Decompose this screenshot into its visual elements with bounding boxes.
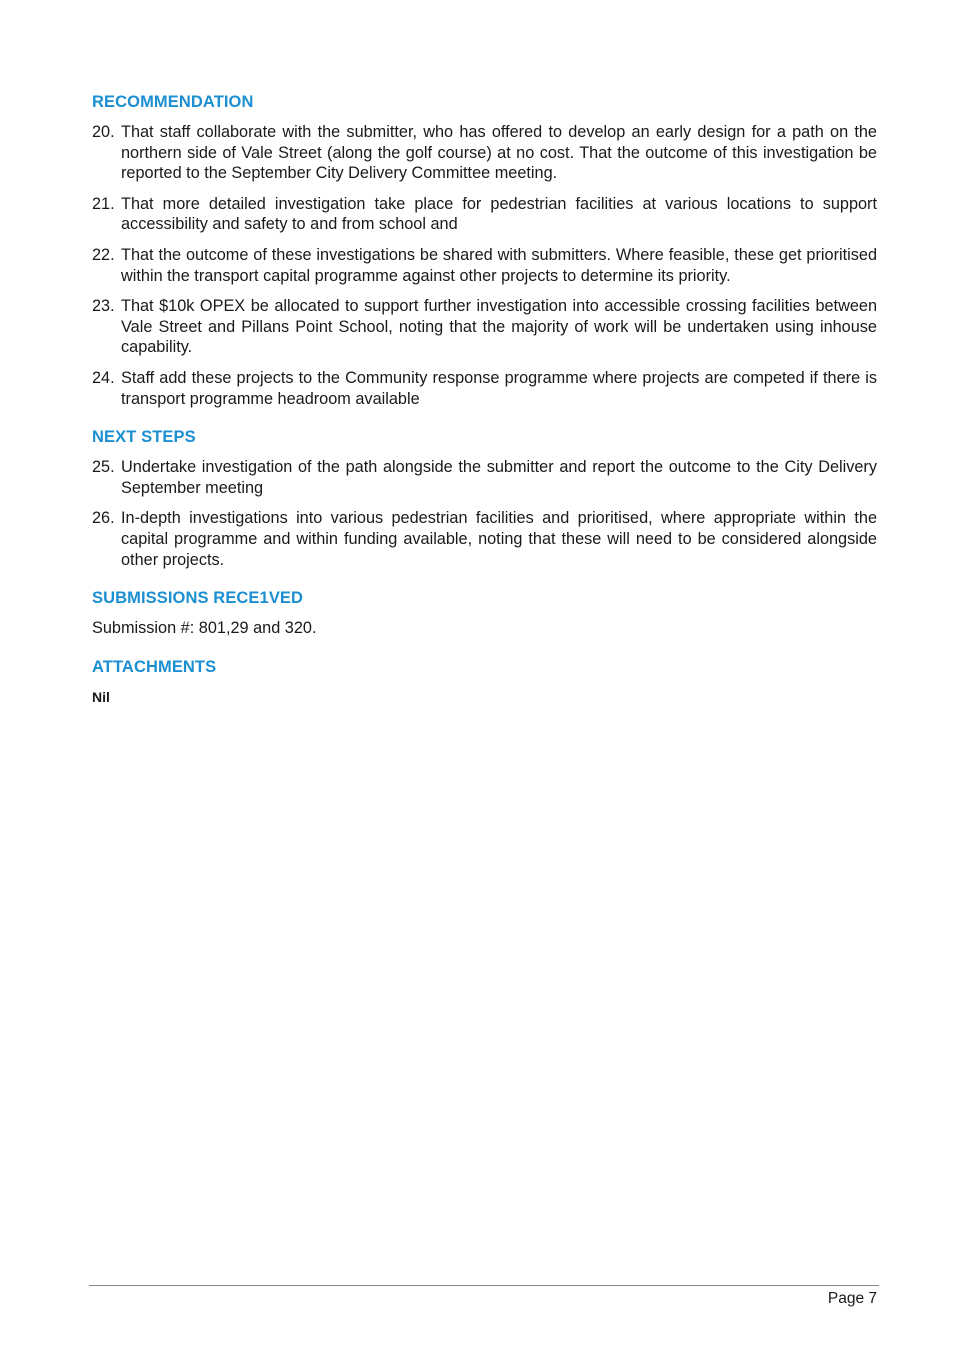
submissions-heading: SUBMISSIONS RECE1VED [92, 589, 304, 608]
recommendation-item [92, 368, 877, 409]
paragraph-number: 23. [92, 297, 115, 316]
attachments-text: Nil [92, 688, 110, 705]
paragraph-number: 26. [92, 509, 115, 528]
recommendation-item [92, 122, 877, 184]
paragraph-text: Undertake investigation of the path alongside the submitter and report the outcome to the City Delivery September meeting [121, 458, 877, 497]
paragraph-text: In-depth investigations into various pedestrian facilities and prioritised, where appropriate within the capital programme and within funding available, noting that these will need to be considered alongside other projects. [121, 509, 877, 569]
next-step-item [92, 508, 877, 570]
attachments-heading: ATTACHMENTS [92, 657, 217, 676]
submissions-text: Submission #: 801,29 and 320. [92, 619, 317, 638]
recommendation-item [92, 194, 877, 235]
page-number: Page 7 [827, 1290, 877, 1307]
next-steps-heading: NEXT STEPS [92, 428, 196, 447]
paragraph-number: 24. [92, 368, 115, 387]
paragraph-text: That staff collaborate with the submitter, who has offered to develop an early design for a path on the northern side of Vale Street (along the golf course) at no cost. That the outcome of this investigation be reported to the September City Delivery Committee meeting. [121, 123, 877, 183]
recommendation-list [92, 122, 877, 409]
paragraph-text: That $10k OPEX be allocated to support further investigation into accessible crossing facilities between Vale Street and Pillans Point School, noting that the majority of work will be undertaken using inhouse capability. [121, 297, 877, 357]
footer-divider [89, 1285, 879, 1286]
paragraph-text: That the outcome of these investigations be shared with submitters. Where feasible, these get prioritised within the transport capital programme against other projects to determine its priority. [121, 245, 877, 285]
recommendation-item [92, 296, 877, 358]
recommendation-item [92, 245, 877, 286]
paragraph-number: 22. [92, 245, 115, 264]
paragraph-text: Staff add these projects to the Community response programme where projects are competed if there is transport programme headroom available [121, 368, 877, 408]
document-body [92, 91, 877, 707]
paragraph-number: 20. [92, 123, 115, 141]
recommendation-heading: RECOMMENDATION [92, 93, 254, 111]
paragraph-text: That more detailed investigation take place for pedestrian facilities at various locations to support accessibility and safety to and from school and [121, 194, 877, 234]
next-steps-list [92, 457, 877, 570]
paragraph-number: 25. [92, 458, 115, 477]
paragraph-number: 21. [92, 194, 115, 213]
next-step-item [92, 457, 877, 498]
